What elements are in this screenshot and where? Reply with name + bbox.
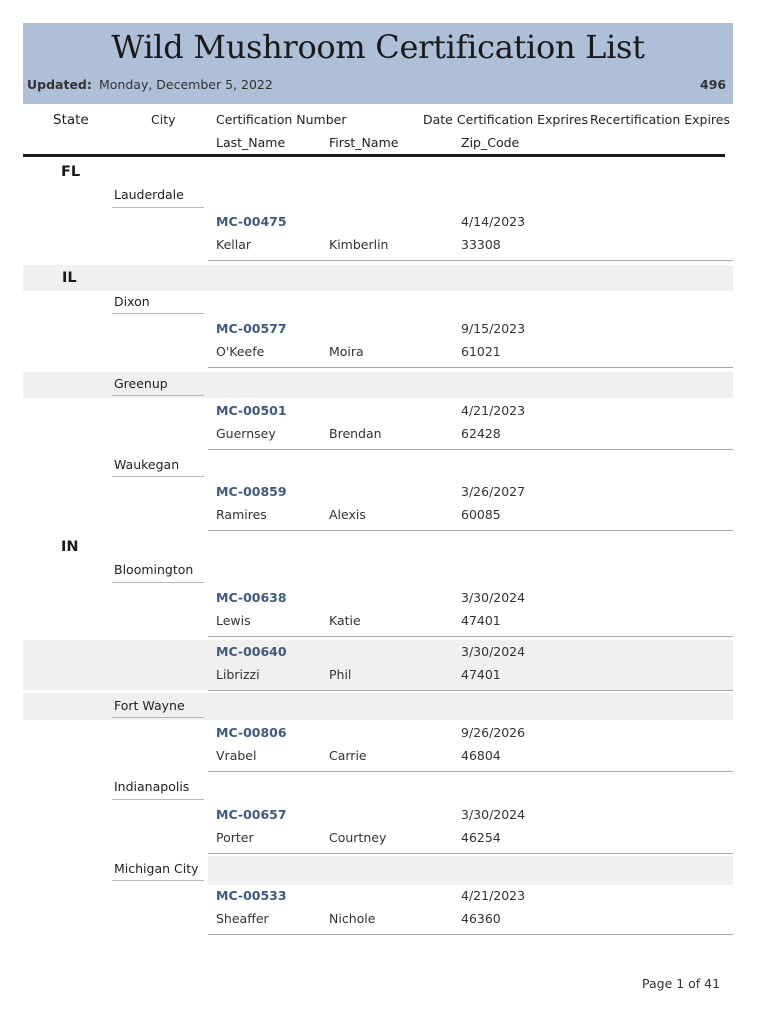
city-heading: Michigan City bbox=[114, 861, 199, 876]
city-divider bbox=[112, 582, 204, 583]
first-name: Katie bbox=[329, 613, 361, 628]
row-band bbox=[208, 856, 733, 885]
last-name: Lewis bbox=[216, 613, 251, 628]
record-divider bbox=[208, 636, 733, 637]
last-name: Guernsey bbox=[216, 426, 276, 441]
column-header-recert-expires: Recertification Expires bbox=[590, 112, 730, 127]
first-name: Alexis bbox=[329, 507, 366, 522]
date-expires: 3/26/2027 bbox=[461, 484, 526, 499]
record-divider bbox=[208, 934, 733, 935]
record-divider bbox=[208, 260, 733, 261]
record-count: 496 bbox=[700, 77, 727, 92]
first-name: Phil bbox=[329, 667, 352, 682]
city-heading: Indianapolis bbox=[114, 779, 190, 794]
last-name: Kellar bbox=[216, 237, 252, 252]
column-header-cert-number: Certification Number bbox=[216, 112, 347, 127]
city-divider bbox=[112, 207, 204, 208]
cert-number: MC-00657 bbox=[216, 807, 287, 822]
cert-number: MC-00638 bbox=[216, 590, 287, 605]
first-name: Brendan bbox=[329, 426, 382, 441]
page-number: Page 1 of 41 bbox=[642, 976, 721, 991]
date-expires: 3/30/2024 bbox=[461, 807, 526, 822]
zip-code: 47401 bbox=[461, 613, 501, 628]
zip-code: 33308 bbox=[461, 237, 501, 252]
column-header-first-name: First_Name bbox=[329, 135, 399, 150]
state-heading: IN bbox=[61, 539, 79, 555]
last-name: Porter bbox=[216, 830, 254, 845]
city-heading: Bloomington bbox=[114, 562, 194, 577]
header-divider bbox=[23, 154, 725, 157]
cert-number: MC-00475 bbox=[216, 214, 287, 229]
column-header-last-name: Last_Name bbox=[216, 135, 286, 150]
zip-code: 60085 bbox=[461, 507, 501, 522]
record-divider bbox=[208, 690, 733, 691]
cert-number: MC-00533 bbox=[216, 888, 287, 903]
date-expires: 9/15/2023 bbox=[461, 321, 526, 336]
city-heading: Dixon bbox=[114, 294, 150, 309]
updated-date: Monday, December 5, 2022 bbox=[99, 77, 273, 92]
city-divider bbox=[112, 717, 204, 718]
last-name: Vrabel bbox=[216, 748, 257, 763]
updated-label: Updated: bbox=[27, 77, 92, 92]
date-expires: 3/30/2024 bbox=[461, 590, 526, 605]
city-divider bbox=[112, 395, 204, 396]
city-divider bbox=[112, 799, 204, 800]
record-divider bbox=[208, 367, 733, 368]
city-divider bbox=[112, 880, 204, 881]
cert-number: MC-00501 bbox=[216, 403, 287, 418]
first-name: Courtney bbox=[329, 830, 387, 845]
record-divider bbox=[208, 771, 733, 772]
zip-code: 46360 bbox=[461, 911, 501, 926]
zip-code: 46804 bbox=[461, 748, 501, 763]
cert-number: MC-00640 bbox=[216, 644, 287, 659]
zip-code: 47401 bbox=[461, 667, 501, 682]
last-name: Ramires bbox=[216, 507, 267, 522]
column-header-state: State bbox=[53, 112, 89, 128]
zip-code: 61021 bbox=[461, 344, 501, 359]
record-divider bbox=[208, 853, 733, 854]
city-divider bbox=[112, 313, 204, 314]
record-divider bbox=[208, 530, 733, 531]
date-expires: 9/26/2026 bbox=[461, 725, 526, 740]
last-name: Sheaffer bbox=[216, 911, 269, 926]
state-heading: FL bbox=[61, 164, 81, 180]
state-heading: IL bbox=[62, 270, 77, 286]
first-name: Carrie bbox=[329, 748, 367, 763]
city-divider bbox=[112, 476, 204, 477]
row-band bbox=[23, 640, 733, 690]
row-band bbox=[23, 265, 733, 291]
cert-number: MC-00806 bbox=[216, 725, 287, 740]
cert-number: MC-00859 bbox=[216, 484, 287, 499]
city-heading: Greenup bbox=[114, 376, 168, 391]
zip-code: 62428 bbox=[461, 426, 501, 441]
date-expires: 4/14/2023 bbox=[461, 214, 526, 229]
city-heading: Waukegan bbox=[114, 457, 180, 472]
first-name: Kimberlin bbox=[329, 237, 389, 252]
last-name: Librizzi bbox=[216, 667, 260, 682]
report-title: Wild Mushroom Certification List bbox=[111, 28, 645, 66]
record-divider bbox=[208, 449, 733, 450]
column-header-zip-code: Zip_Code bbox=[461, 135, 520, 150]
date-expires: 4/21/2023 bbox=[461, 403, 526, 418]
first-name: Moira bbox=[329, 344, 364, 359]
date-expires: 4/21/2023 bbox=[461, 888, 526, 903]
column-header-date-expires: Date Certification Exprires bbox=[423, 112, 589, 127]
city-heading: Lauderdale bbox=[114, 187, 184, 202]
first-name: Nichole bbox=[329, 911, 376, 926]
cert-number: MC-00577 bbox=[216, 321, 287, 336]
date-expires: 3/30/2024 bbox=[461, 644, 526, 659]
column-header-city: City bbox=[151, 112, 176, 127]
city-heading: Fort Wayne bbox=[114, 698, 185, 713]
zip-code: 46254 bbox=[461, 830, 501, 845]
last-name: O'Keefe bbox=[216, 344, 265, 359]
